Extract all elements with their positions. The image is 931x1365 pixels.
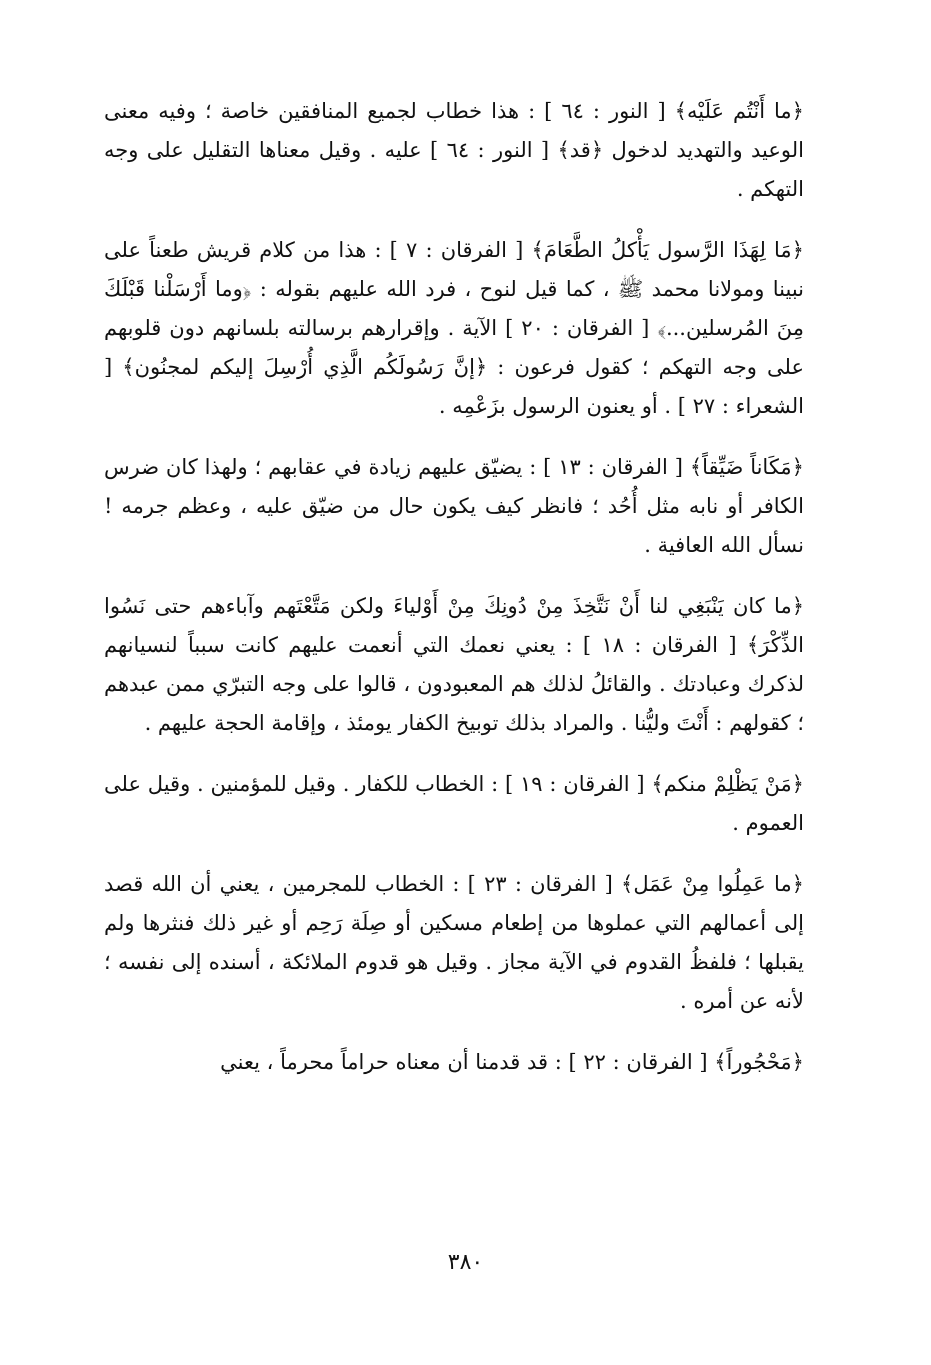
page-number: ٣٨٠: [447, 1250, 484, 1275]
entry-paragraph: ﴿ما عَمِلُوا مِنْ عَمَل﴾ [ الفرقان : ٢٣ ] : الخطاب للمجرمين ، يعني أن الله قصد إلى أعمالهم التي عملوها من إطعام مسكين أو صِلَة رَحِم أو غير ذلك فنثرها ولم يقبلها ؛ فلفظُ القدوم في الآية مجاز . وقيل هو قدوم الملائكة ، أسنده إلى نفسه ؛ لأنه عن أمره .: [104, 872, 804, 1013]
entry-paragraph: ﴿مَنْ يَظْلِمْ منكم﴾ [ الفرقان : ١٩ ] : الخطاب للكفار . وقيل للمؤمنين . وقيل على العموم .: [104, 772, 804, 835]
entry-paragraph: ﴿ما أَنْتُم عَلَيْه﴾ [ النور : ٦٤ ] : هذا خطاب لجميع المنافقين خاصة ؛ وفيه معنى الوعيد والتهديد لدخول ﴿قد﴾ [ النور : ٦٤ ] عليه . وقيل معناها التقليل على وجه التهكم .: [104, 99, 804, 201]
entry-paragraph: ﴿مَحْجُوراً﴾ [ الفرقان : ٢٢ ] : قد قدمنا أن معناه حراماً محرماً ، يعني: [220, 1050, 804, 1074]
page-body: [104, 92, 804, 1082]
entry-paragraph: ﴿ما كان يَنْبَغِي لنا أَنْ نَتَّخِذَ مِنْ دُونِكَ مِنْ أَوْلياءَ ولكن مَتَّعْتَهم وآباءهم حتى نَسُوا الذِّكْرَ﴾ [ الفرقان : ١٨ ] : يعني نعمك التي أنعمت عليهم كانت سبباً لنسيانهم لذكرك وعبادتك . والقائلُ لذلك هم المعبودون ، قالوا على وجه التبرّي ممن عبدهم ؛ كقولهم : أَنْتَ وليُّنا . والمراد بذلك توبيخ الكفار يومئذ ، وإقامة الحجة عليهم .: [104, 594, 804, 735]
entry-paragraph: ﴿مَا لِهَذَا الرَّسول يَأْكلُ الطَّعَامَ﴾ [ الفرقان : ٧ ] : هذا من كلام قريش طعناً على نبينا ومولانا محمد ﷺ ، كما قيل لنوح ، فرد الله عليهم بقوله : ﴿وما أَرْسَلْنا قَبْلَكَ مِنَ المُرسلين...﴾ [ الفرقان : ٢٠ ] الآية . وإقرارهم برسالته بلسانهم دون قلوبهم على وجه التهكم ؛ كقول فرعون : ﴿إنَّ رَسُولَكُم الَّذِي أُرْسِلَ إليكم لمجنُون﴾ [ الشعراء : ٢٧ ] . أو يعنون الرسول بزَعْمِه .: [104, 238, 805, 418]
entry-paragraph: ﴿مَكَاناً ضَيِّقاً﴾ [ الفرقان : ١٣ ] : يضيّق عليهم زيادة في عقابهم ؛ ولهذا كان ضرس الكافر أو نابه مثل أُحُد ؛ فانظر كيف يكون حال من ضيّق عليه ، وعظم جرمه ! نسأل الله العافية .: [104, 455, 804, 557]
